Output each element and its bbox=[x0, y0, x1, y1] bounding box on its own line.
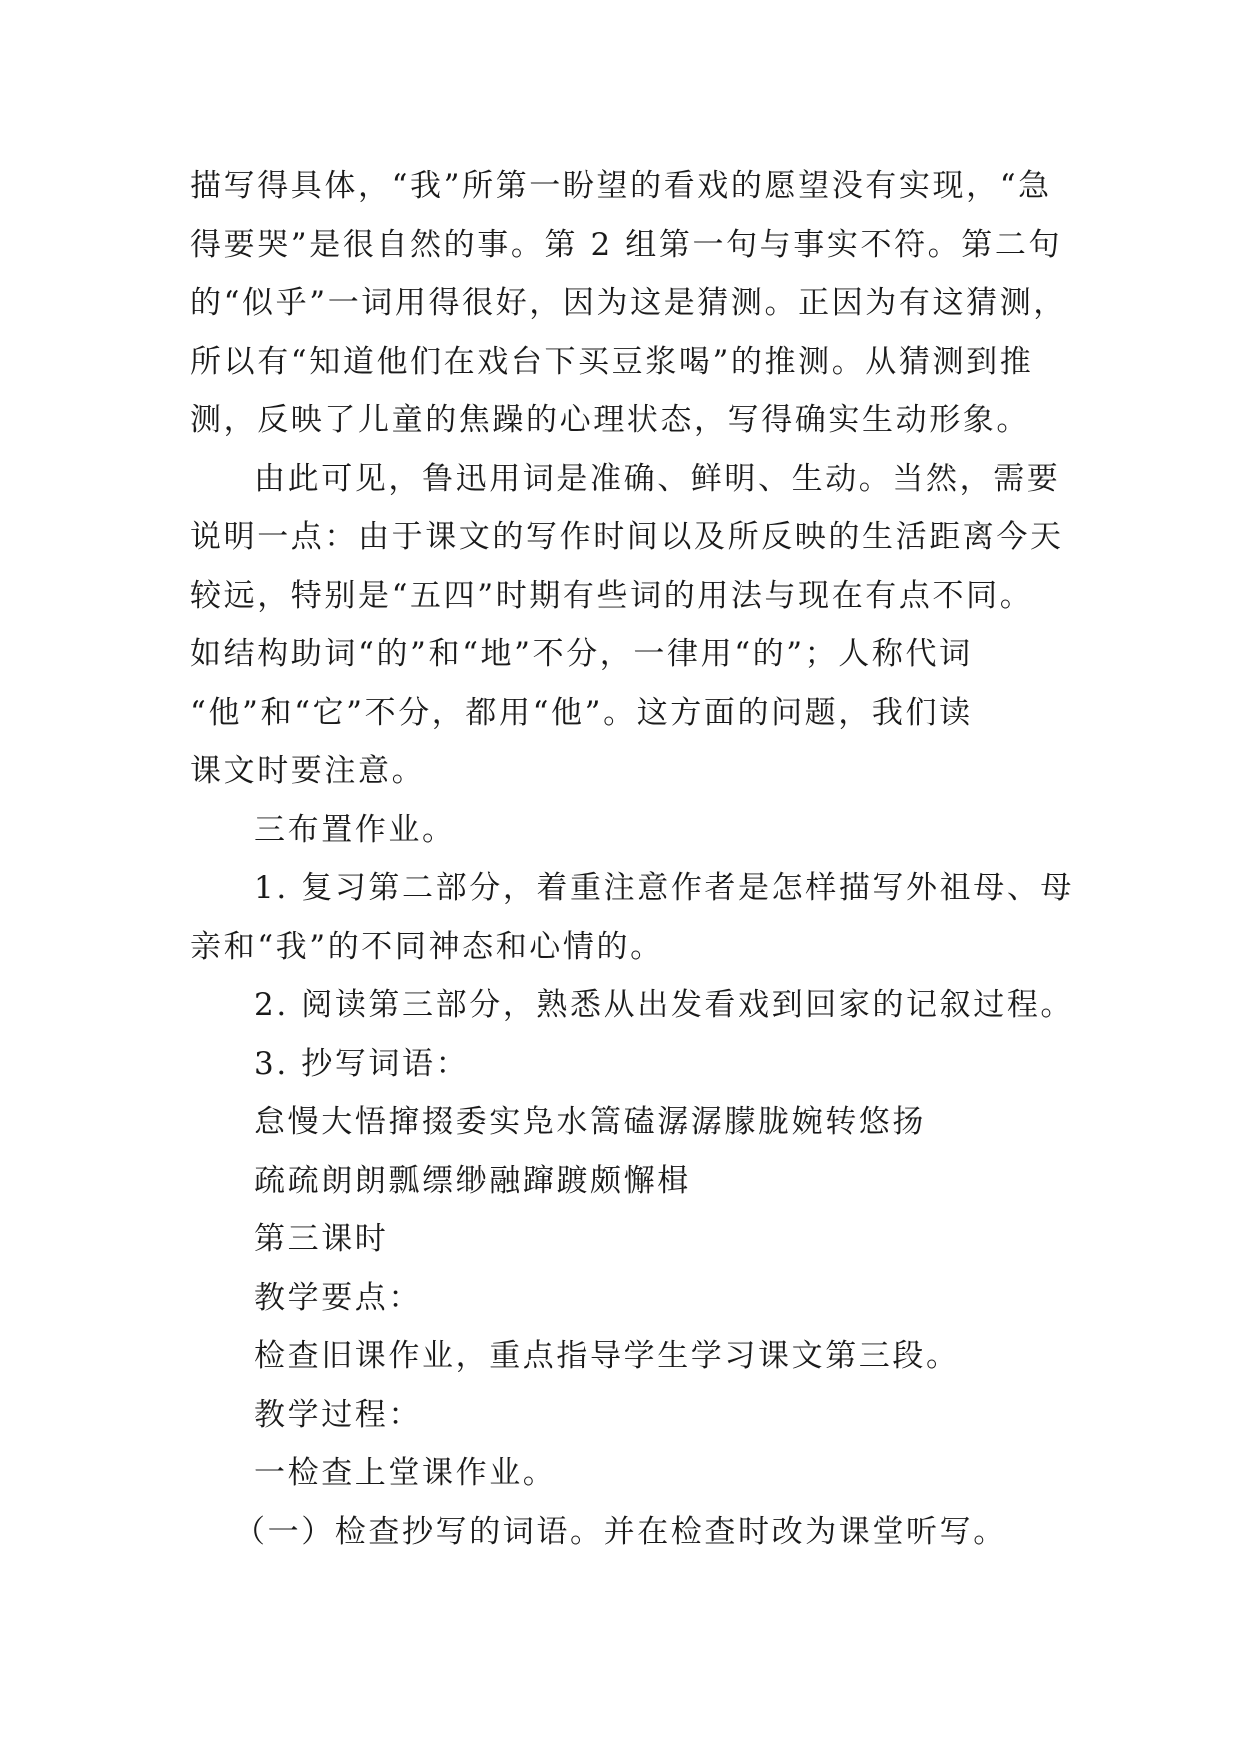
document-body bbox=[190, 157, 1075, 1561]
text-line: 较远，特别是“五四”时期有些词的用法与现在有点不同。 bbox=[190, 577, 1034, 614]
text-line: 课文时要注意。 bbox=[190, 753, 426, 789]
text-line: “他”和“它”不分，都用“他”。这方面的问题，我们读 bbox=[190, 694, 973, 731]
text-line: 所以有“知道他们在戏台下买豆浆喝”的推测。从猜测到推 bbox=[190, 343, 1034, 380]
key-points-label: 教学要点： bbox=[254, 1279, 422, 1316]
vocabulary-line: 疏疏朗朗瓢缥缈融蹿踱颇懈楫 bbox=[254, 1162, 691, 1199]
text-line: 如结构助词“的”和“地”不分，一律用“的”；人称代词 bbox=[190, 636, 973, 672]
key-points-text: 检查旧课作业，重点指导学生学习课文第三段。 bbox=[254, 1338, 960, 1374]
paragraph-analysis bbox=[190, 157, 1070, 450]
process-step: 一检查上堂课作业。 bbox=[254, 1455, 557, 1491]
text-line: 由此可见，鲁迅用词是准确、鲜明、生动。当然，需要 bbox=[254, 460, 1061, 497]
text-line: 得要哭”是很自然的事。第 2 组第一句与事实不符。第二句 bbox=[190, 226, 1063, 263]
text-line: 描写得具体，“我”所第一盼望的看戏的愿望没有实现，“急 bbox=[190, 168, 1052, 204]
text-line: 的“似乎”一词用得很好，因为这是猜测。正因为有这猜测， bbox=[190, 285, 1067, 321]
paragraph-conclusion bbox=[190, 450, 1070, 801]
text-line: 1. 复习第二部分，着重注意作者是怎样描写外祖母、母 bbox=[254, 870, 1075, 906]
text-line: 测，反映了儿童的焦躁的心理状态，写得确实生动形象。 bbox=[190, 402, 1030, 438]
homework-item-3: 3. 抄写词语： bbox=[254, 1045, 470, 1082]
vocabulary-line: 怠慢大悟撺掇委实凫水篙磕潺潺朦胧婉转悠扬 bbox=[254, 1104, 926, 1140]
text-line: 亲和“我”的不同神态和心情的。 bbox=[190, 928, 664, 965]
lesson-title: 第三课时 bbox=[254, 1221, 389, 1257]
homework-item-2: 2. 阅读第三部分，熟悉从出发看戏到回家的记叙过程。 bbox=[254, 987, 1075, 1023]
process-substep: （一）检查抄写的词语。并在检查时改为课堂听写。 bbox=[234, 1513, 1007, 1550]
text-line: 说明一点：由于课文的写作时间以及所反映的生活距离今天 bbox=[190, 519, 1064, 555]
homework-item-1 bbox=[190, 859, 1075, 976]
heading-homework: 三布置作业。 bbox=[254, 811, 456, 848]
process-label: 教学过程： bbox=[254, 1396, 422, 1433]
